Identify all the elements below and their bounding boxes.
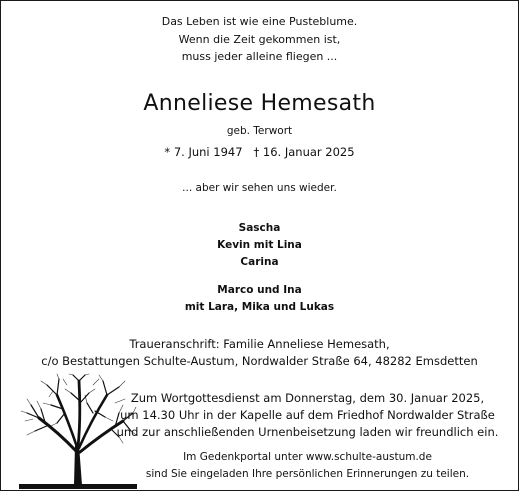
address-line-1: Traueranschrift: Familie Anneliese Hemesath, bbox=[129, 337, 390, 351]
family-member: Sascha bbox=[238, 222, 281, 234]
poem-line-2: Wenn die Zeit gekommen ist, bbox=[178, 33, 341, 46]
bare-tree-icon bbox=[19, 373, 137, 489]
family-member: Marco und Ina bbox=[217, 284, 302, 296]
service-line-1: Zum Wortgottesdienst am Donnerstag, dem 30. Januar 2025, bbox=[130, 391, 485, 405]
poem-line-1: Das Leben ist wie eine Pusteblume. bbox=[161, 15, 358, 28]
service-line-3: und zur anschließenden Urnenbeisetzung laden wir freundlich ein. bbox=[116, 425, 499, 439]
family-member: mit Lara, Mika und Lukas bbox=[184, 301, 335, 313]
poem-line-3: muss jeder alleine fliegen ... bbox=[181, 50, 338, 63]
life-dates: * 7. Juni 1947 † 16. Januar 2025 bbox=[164, 145, 355, 159]
portal-line-1: Im Gedenkportal unter www.schulte-austum.de bbox=[183, 451, 432, 463]
birth-name: geb. Terwort bbox=[226, 125, 293, 137]
portal-line-2: sind Sie eingeladen Ihre persönlichen Erinnerungen zu teilen. bbox=[145, 468, 470, 480]
address-line-2: c/o Bestattungen Schulte-Austum, Nordwalder Straße 64, 48282 Emsdetten bbox=[41, 354, 478, 368]
deceased-name: Anneliese Hemesath bbox=[143, 91, 376, 116]
family-member: Kevin mit Lina bbox=[217, 239, 302, 251]
service-line-2: um 14.30 Uhr in der Kapelle auf dem Friedhof Nordwalder Straße bbox=[120, 408, 495, 422]
family-member: Carina bbox=[240, 256, 279, 268]
closing-line: ... aber wir sehen uns wieder. bbox=[182, 182, 337, 194]
